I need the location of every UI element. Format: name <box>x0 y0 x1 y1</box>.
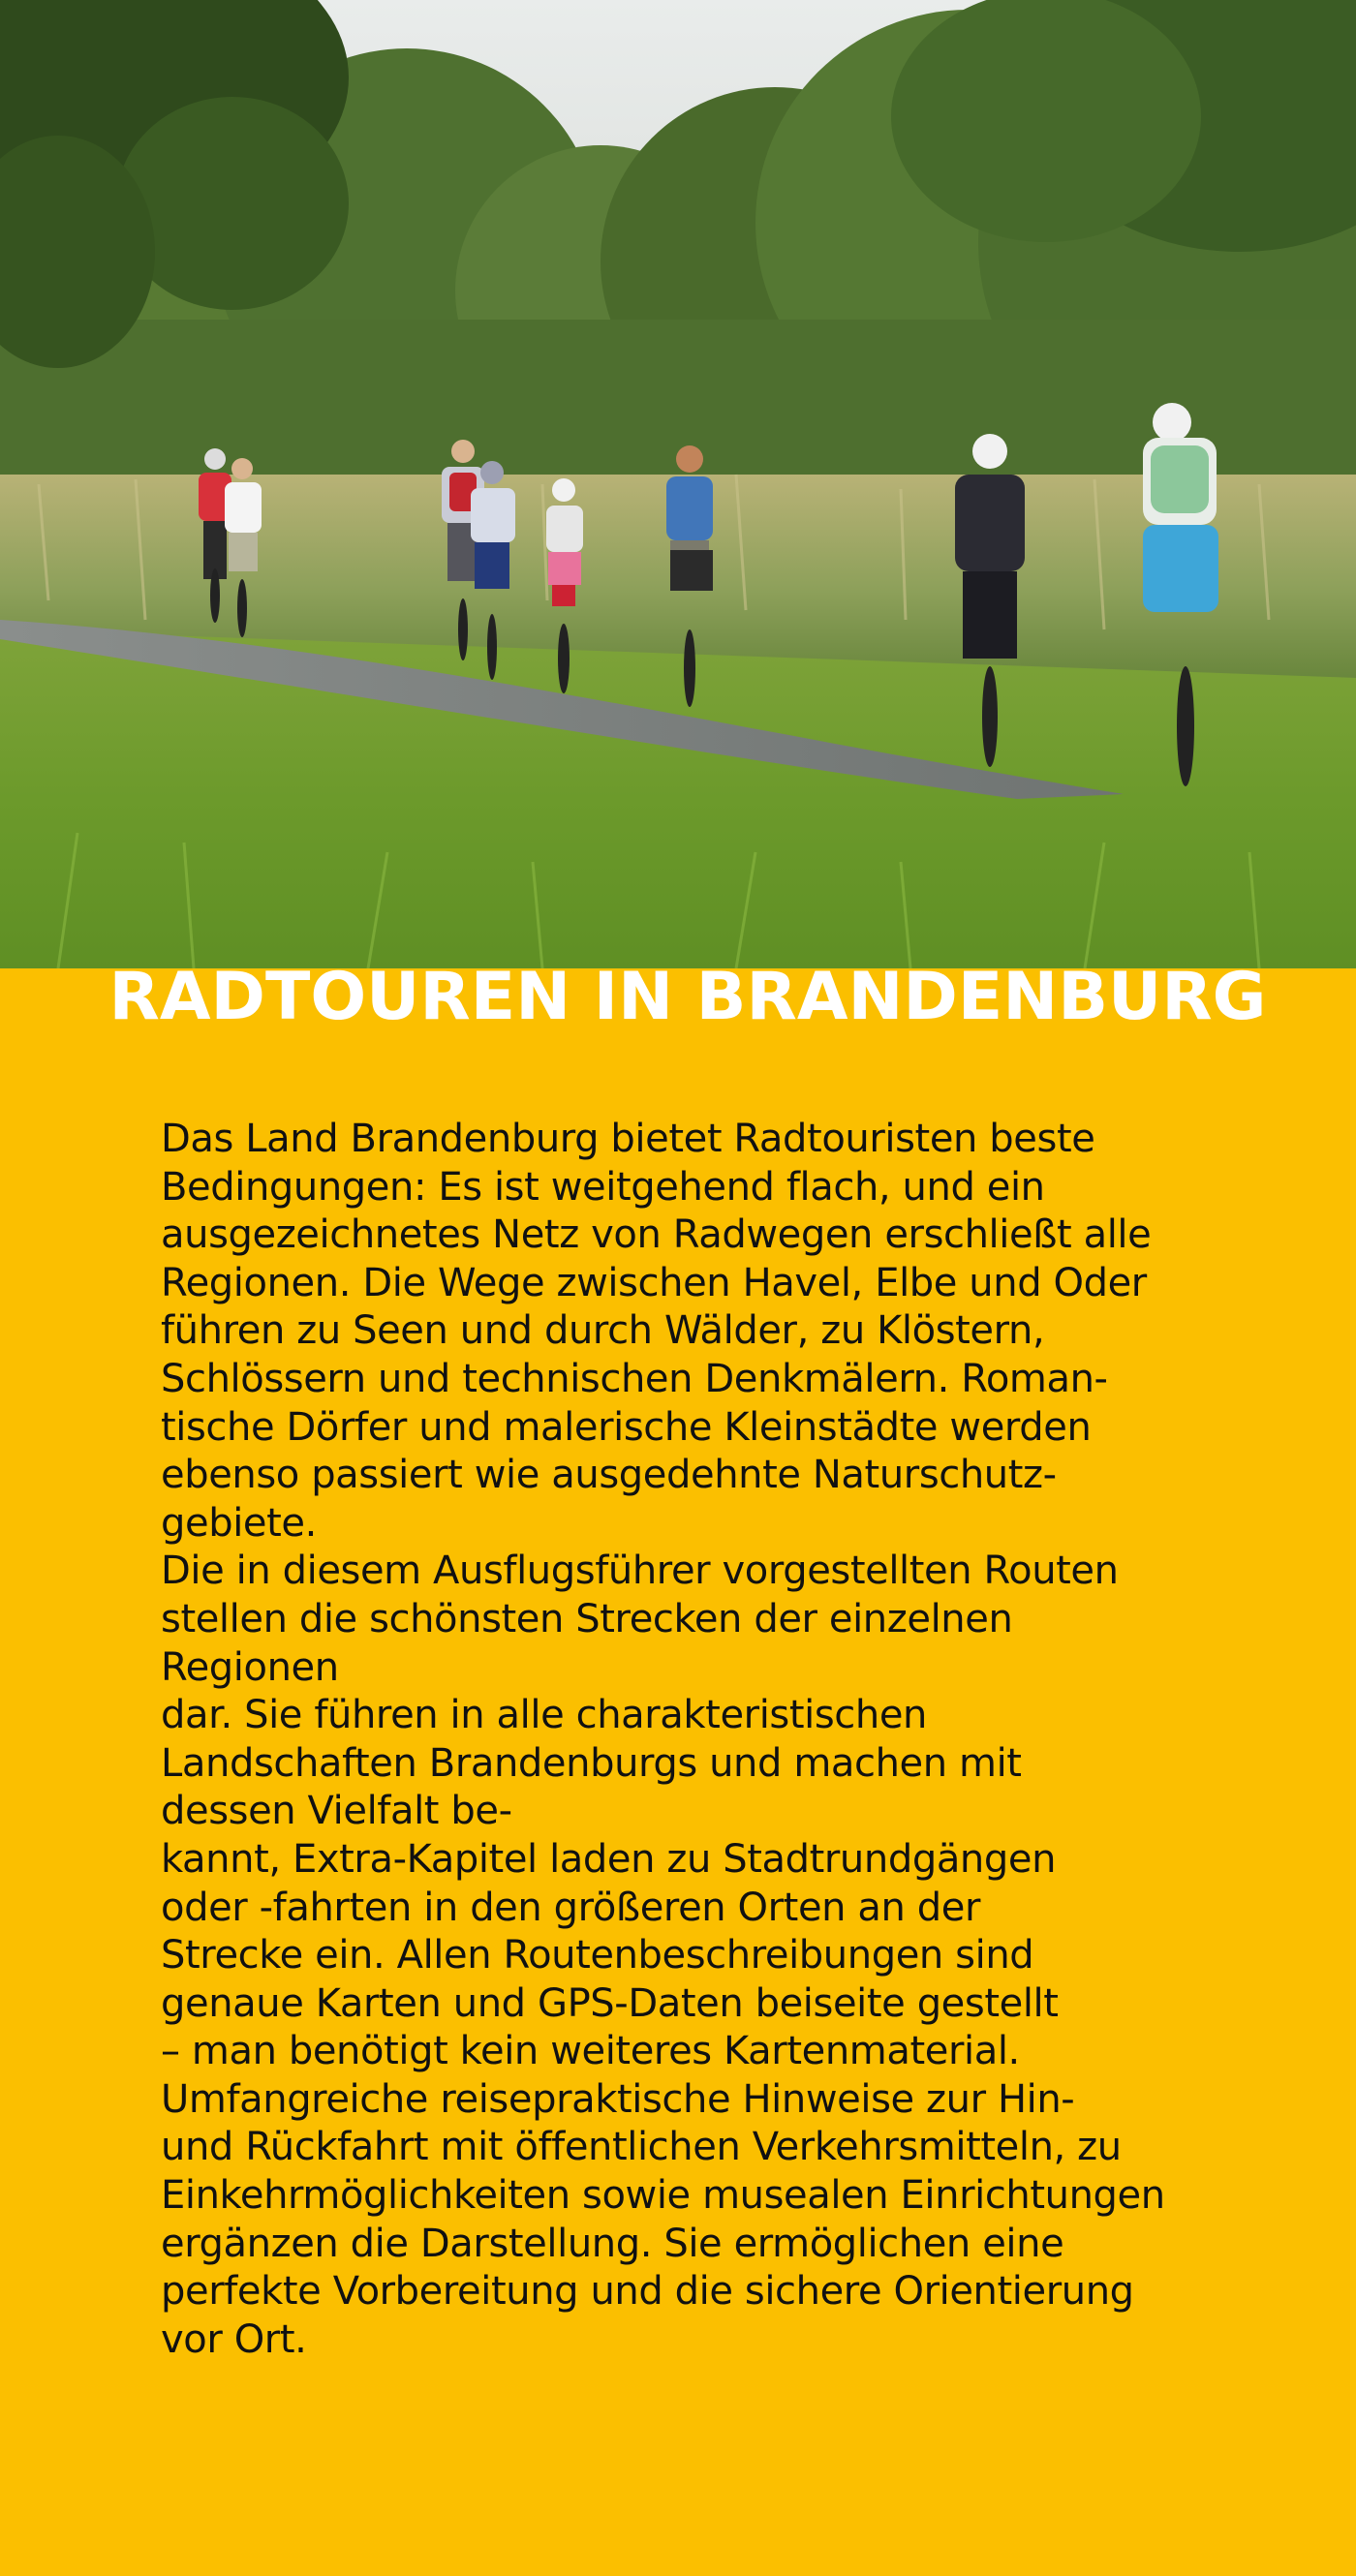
description-text <box>161 1116 1342 2364</box>
text-line: und Rückfahrt mit öffentlichen Verkehrsmitteln, zu <box>161 2125 1122 2170</box>
text-line: kannt, Extra-Kapitel laden zu Stadtrundgängen <box>161 1836 1057 1882</box>
text-line: gebiete. <box>161 1500 317 1546</box>
text-line: genaue Karten und GPS-Daten beiseite gestellt <box>161 1980 1059 2026</box>
meadow <box>0 629 1356 968</box>
text-line: Umfangreiche reisepraktische Hinweise zur Hin- <box>161 2076 1075 2122</box>
text-line: vor Ort. <box>161 2316 307 2362</box>
text-line: Strecke ein. Allen Routenbeschreibungen sind <box>161 1933 1034 1978</box>
text-line: ergänzen die Darstellung. Sie ermöglichen eine <box>161 2221 1064 2266</box>
text-line: Regionen. Die Wege zwischen Havel, Elbe und Oder <box>161 1260 1147 1305</box>
text-line: Einkehrmöglichkeiten sowie musealen Einrichtungen <box>161 2173 1165 2219</box>
hero-photo <box>0 0 1356 968</box>
text-line: Das Land Brandenburg bietet Radtouristen beste <box>161 1117 1095 1161</box>
cyclists-photo-illustration <box>0 0 1356 968</box>
text-line: tische Dörfer und malerische Kleinstädte werden <box>161 1404 1092 1450</box>
text-line: stellen die schönsten Strecken der einzelnen <box>161 1596 1013 1641</box>
text-line: oder -fahrten in den größeren Orten an der <box>161 1885 981 1930</box>
text-line: ebenso passiert wie ausgedehnte Naturschutz- <box>161 1453 1057 1498</box>
text-line: ausgezeichnetes Netz von Radwegen erschließt alle <box>161 1212 1152 1258</box>
text-line: Regionen <box>161 1644 339 1690</box>
text-line: Landschaften Brandenburgs und machen mit <box>161 1740 1022 1786</box>
text-line: dessen Vielfalt be- <box>161 1789 512 1834</box>
text-line: dar. Sie führen in alle charakteristischen <box>161 1693 928 1738</box>
page-title: RADTOUREN IN BRANDENBURG <box>108 959 1267 1035</box>
text-line: Die in diesem Ausflugsführer vorgestellten Routen <box>161 1549 1119 1594</box>
foliage-top-right <box>891 0 1356 252</box>
text-line: führen zu Seen und durch Wälder, zu Klöstern, <box>161 1308 1045 1354</box>
text-line: – man benötigt kein weiteres Kartenmaterial. <box>161 2029 1020 2074</box>
text-line: Schlössern und technischen Denkmälern. Roman- <box>161 1356 1108 1401</box>
text-line: perfekte Vorbereitung und die sichere Orientierung <box>161 2269 1134 2315</box>
text-line: Bedingungen: Es ist weitgehend flach, und ein <box>161 1164 1045 1210</box>
